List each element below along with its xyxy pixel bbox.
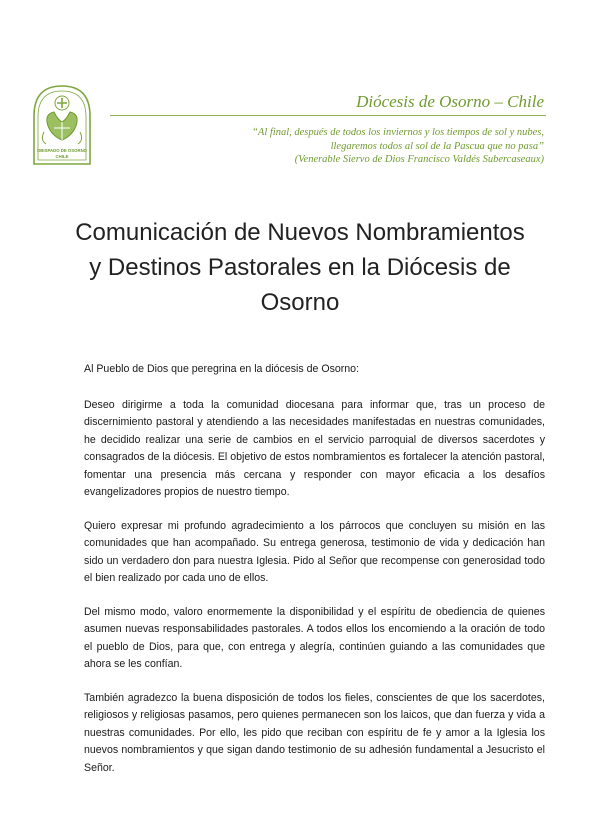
quote-attribution: (Venerable Siervo de Dios Francisco Valdés Subercaseaux) [294,154,544,165]
header-quote [252,126,544,167]
logo-text-top: OBISPADO DE OSORNO [36,148,88,153]
document-body [84,361,545,793]
quote-line-1: “Al final, después de todos los inviernos y los tiempos de sol y nubes, [252,127,544,138]
paragraph-4: También agradezco la buena disposición de todos los fieles, conscientes de que los sacerdotes, religiosos y religiosas pasamos, pero quienes permanecen son los laicos, que dan fuerza y vida a nuestras comunidades. Por ello, les pido que reciban con espíritu de fe y amor a la Iglesia los nuevos nombramientos y que sigan dando testimonio de su adhesión fundamental a Jesucristo el Señor. [84,691,545,774]
paragraph-2: Quiero expresar mi profundo agradecimiento a los párrocos que concluyen su misión en las comunidades que han acompañado. Su entrega generosa, testimonio de vida y dedicación han sido un verdadero don para nuestra Iglesia. Pido al Señor que recompense con generosidad todo el bien realizado por cada uno de ellos. [84,519,545,584]
diocese-seal-icon [28,82,96,168]
logo-text-bottom: CHILE [55,154,69,159]
title-line-1: Comunicación de Nuevos Nombramientos [75,219,525,246]
diocese-title: Diócesis de Osorno – Chile [356,92,544,111]
paragraph-1: Deseo dirigirme a toda la comunidad diocesana para informar que, tras un proceso de discernimiento pastoral y atendiendo a las necesidades manifestadas en nuestras comunidades, he decidido realizar una serie de cambios en el servicio parroquial de diversos sacerdotes y consagrados de la diócesis. El objetivo de estos nombramientos es fortalecer la atención pastoral, fomentar una presencia más cercana y responder con mayor eficacia a los desafíos evangelizadores propios de nuestro tiempo. [84,398,545,498]
paragraph-3: Del mismo modo, valoro enormemente la disponibilidad y el espíritu de obediencia de quienes asumen nuevas responsabilidades pastorales. A todos ellos los encomiendo a la oración de todo el pueblo de Dios, para que, con entrega y alegría, continúen guiando a las comunidades que ahora se les confían. [84,605,545,670]
header-divider [110,115,546,116]
document-title [60,215,540,320]
title-line-2: y Destinos Pastorales en la Diócesis de [89,254,511,281]
quote-line-2: llegaremos todos al sol de la Pascua que no pasa” [330,140,544,152]
greeting: Al Pueblo de Dios que peregrina en la diócesis de Osorno: [84,363,360,375]
title-line-3: Osorno [260,289,340,316]
